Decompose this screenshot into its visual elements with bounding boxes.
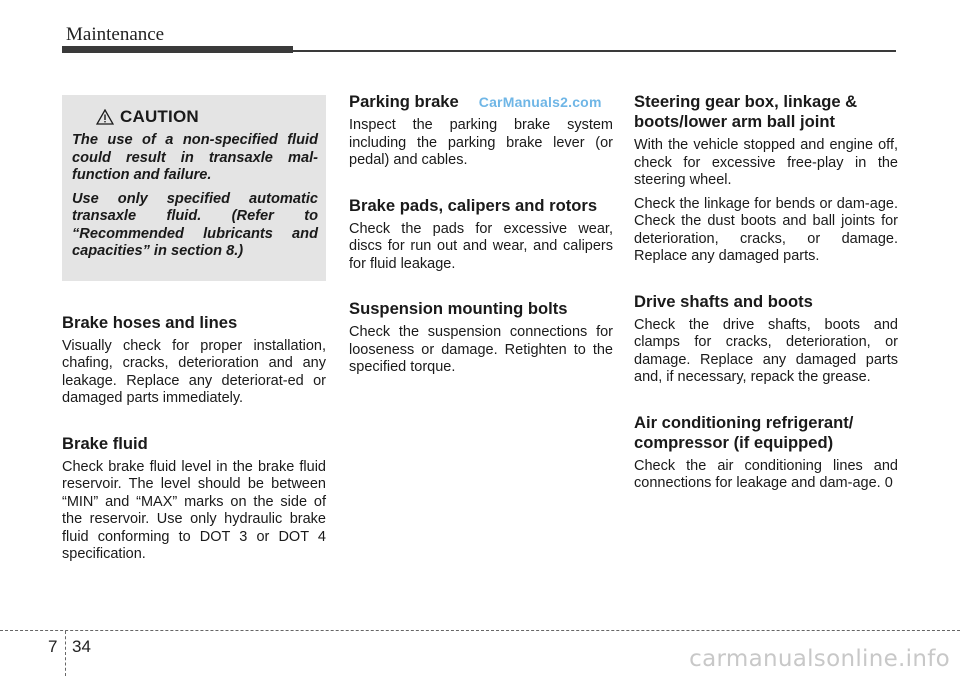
caution-header [96, 107, 318, 127]
caution-paragraph: The use of a non-specified fluid could result in transaxle mal-function and failure. [72, 132, 318, 183]
section-body-brake-pads: Check the pads for excessive wear, discs for run out and wear, and calipers for fluid leakage. [349, 220, 613, 272]
section-body-parking-brake: Inspect the parking brake system including the parking brake lever (or pedal) and cables. [349, 117, 613, 168]
column-middle [349, 92, 613, 403]
header-rule-thick [62, 46, 293, 53]
caution-box [62, 95, 326, 281]
caution-paragraph: Use only specified automatic transaxle fluid. (Refer to “Recommended lubricants and capacities” in section 8.) [72, 190, 318, 259]
section-title-brake-pads: Brake pads, calipers and rotors [349, 195, 598, 215]
section-title-parking-brake: Parking brake [349, 92, 459, 111]
section-body-steering-2: Check the linkage for bends or dam-age. Check the dust boots and ball joints for deterioration, cracks, or damage. Replace any damaged parts. [634, 195, 898, 264]
section-title-brake-fluid: Brake fluid [62, 433, 148, 453]
footer-divider [65, 631, 66, 676]
section-title-brake-hoses: Brake hoses and lines [62, 312, 238, 332]
header-rule-thin [293, 50, 896, 52]
section-body-suspension: Check the suspension connections for looseness or damage. Retighten to the specified torque. [349, 324, 613, 375]
section-title-steering: Steering gear box, linkage & boots/lower arm ball joint [634, 92, 858, 131]
footer-rule [0, 630, 960, 631]
section-title-suspension: Suspension mounting bolts [349, 299, 568, 318]
section-body-brake-fluid: Check brake fluid level in the brake fluid reservoir. The level should be between “MIN” and “MAX” marks on the side of the reservoir. Use only hydraulic brake fluid conforming to DOT 3 or DOT 4 specification. [62, 458, 326, 562]
section-title-drive-shafts: Drive shafts and boots [634, 291, 813, 311]
parking-brake-heading-row [349, 92, 613, 117]
watermark-bottom: carmanualsonline.info [689, 646, 950, 672]
column-left [62, 92, 326, 590]
section-body-air-conditioning: Check the air conditioning lines and connections for leakage and dam-age. 0 [634, 457, 898, 491]
section-body-steering-1: With the vehicle stopped and engine off, check for excessive free-play in the steering wheel. [634, 137, 898, 188]
footer-page-number: 34 [72, 637, 91, 656]
section-body-drive-shafts: Check the drive shafts, boots and clamps for cracks, deterioration, or damage. Replace any damaged parts and, if necessary, repack the grease. [634, 316, 898, 385]
footer-section-number: 7 [48, 637, 58, 656]
section-title-air-conditioning: Air conditioning refrigerant/ compressor (if equipped) [634, 412, 854, 452]
section-body-brake-hoses: Visually check for proper installation, chafing, cracks, deterioration and any leakage. Replace any deteriorat-ed or damaged parts immediately. [62, 337, 326, 406]
page-header-title: Maintenance [66, 24, 165, 45]
watermark-top: CarManuals2.com [478, 94, 602, 110]
caution-title: CAUTION [120, 107, 199, 126]
column-right [634, 92, 898, 519]
warning-triangle-icon [96, 109, 114, 125]
